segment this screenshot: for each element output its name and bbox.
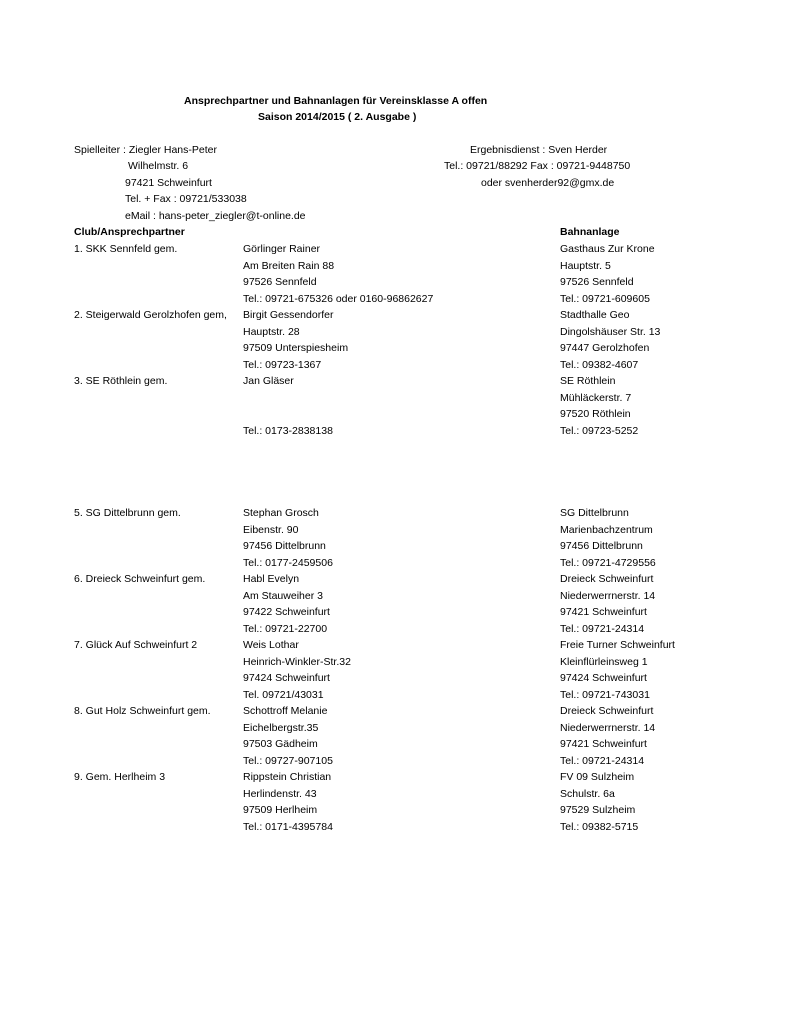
venue-line: Tel.: 09721-743031 xyxy=(560,688,650,701)
contact-line: Eichelbergstr.35 xyxy=(243,721,319,734)
contact-line: Schottroff Melanie xyxy=(243,705,328,717)
contact-line: Habl Evelyn xyxy=(243,573,300,585)
venue-line: 97421 Schweinfurt xyxy=(560,738,647,750)
spielleiter-city: 97421 Schweinfurt xyxy=(125,177,212,189)
contact-line: Hauptstr. 28 xyxy=(243,325,300,338)
club-name: 9. Gem. Herlheim 3 xyxy=(74,771,166,783)
spielleiter-street: Wilhelmstr. 6 xyxy=(128,160,189,172)
contact-line: Stephan Grosch xyxy=(243,507,319,519)
spielleiter-phone: Tel. + Fax : 09721/533038 xyxy=(125,193,247,205)
venue-line: Marienbachzentrum xyxy=(560,523,653,536)
venue-line: Tel.: 09721-4729556 xyxy=(560,556,656,569)
contact-line: Rippstein Christian xyxy=(243,771,332,783)
contact-line: Birgit Gessendorfer xyxy=(243,309,334,321)
club-name: 2. Steigerwald Gerolzhofen gem, xyxy=(74,309,227,321)
contact-line: Tel.: 0177-2459506 xyxy=(243,556,333,569)
ergebnisdienst-name: Ergebnisdienst : Sven Herder xyxy=(470,144,608,156)
contact-line: 97503 Gädheim xyxy=(243,738,318,750)
contact-line: Tel.: 09721-675326 oder 0160-96862627 xyxy=(243,292,434,305)
venue-line: Schulstr. 6a xyxy=(560,787,615,800)
venue-line: Freie Turner Schweinfurt xyxy=(560,639,675,651)
club-name: 5. SG Dittelbrunn gem. xyxy=(74,507,181,519)
club-name: 6. Dreieck Schweinfurt gem. xyxy=(74,573,206,585)
contact-line: Am Breiten Rain 88 xyxy=(243,259,335,272)
venue-line: Gasthaus Zur Krone xyxy=(560,243,655,255)
contact-line: 97526 Sennfeld xyxy=(243,276,317,288)
contact-line: 97509 Herlheim xyxy=(243,804,318,816)
venue-line: Dreieck Schweinfurt xyxy=(560,573,654,585)
contact-line: 97424 Schweinfurt xyxy=(243,672,330,684)
venue-line: SE Röthlein xyxy=(560,375,616,387)
venue-line: Dingolshäuser Str. 13 xyxy=(560,325,661,338)
contact-line: Weis Lothar xyxy=(243,639,299,651)
column-header-club: Club/Ansprechpartner xyxy=(74,226,185,238)
venue-line: Hauptstr. 5 xyxy=(560,259,611,272)
spielleiter-email: eMail : hans-peter_ziegler@t-online.de xyxy=(125,210,306,222)
club-name: 3. SE Röthlein gem. xyxy=(74,375,168,387)
contact-line: Jan Gläser xyxy=(243,375,294,387)
venue-line: Niederwerrnerstr. 14 xyxy=(560,721,656,734)
contact-line: 97509 Unterspiesheim xyxy=(243,342,349,354)
page-subtitle: Saison 2014/2015 ( 2. Ausgabe ) xyxy=(258,111,417,123)
contact-line: Herlindenstr. 43 xyxy=(243,787,317,800)
venue-line: Niederwerrnerstr. 14 xyxy=(560,589,656,602)
venue-line: Tel.: 09721-609605 xyxy=(560,292,650,305)
club-name: 8. Gut Holz Schweinfurt gem. xyxy=(74,705,211,717)
venue-line: Dreieck Schweinfurt xyxy=(560,705,654,717)
venue-line: Tel.: 09382-5715 xyxy=(560,820,639,833)
venue-line: SG Dittelbrunn xyxy=(560,507,629,519)
contact-line: 97456 Dittelbrunn xyxy=(243,540,326,552)
venue-line: 97529 Sulzheim xyxy=(560,804,636,816)
contact-line: Heinrich-Winkler-Str.32 xyxy=(243,655,351,668)
venue-line: FV 09 Sulzheim xyxy=(560,771,635,783)
spielleiter-name: Spielleiter : Ziegler Hans-Peter xyxy=(74,144,217,156)
venue-line: Tel.: 09382-4607 xyxy=(560,358,639,371)
venue-line: Tel.: 09723-5252 xyxy=(560,424,639,437)
contact-line: Görlinger Rainer xyxy=(243,243,321,255)
contact-line: Tel.: 09723-1367 xyxy=(243,358,322,371)
club-name: 1. SKK Sennfeld gem. xyxy=(74,243,178,255)
venue-line: 97421 Schweinfurt xyxy=(560,606,647,618)
venue-line: Tel.: 09721-24314 xyxy=(560,622,645,635)
contact-line: Tel.: 09721-22700 xyxy=(243,622,328,635)
venue-line: Mühläckerstr. 7 xyxy=(560,391,632,404)
venue-line: 97520 Röthlein xyxy=(560,408,631,420)
venue-line: Stadthalle Geo xyxy=(560,309,630,321)
contact-line: Tel.: 0173-2838138 xyxy=(243,424,333,437)
contact-line: Eibenstr. 90 xyxy=(243,523,299,536)
page-title: Ansprechpartner und Bahnanlagen für Vereinsklasse A offen xyxy=(184,95,488,107)
contact-line: Tel. 09721/43031 xyxy=(243,688,324,701)
venue-line: Tel.: 09721-24314 xyxy=(560,754,645,767)
contact-line: Am Stauweiher 3 xyxy=(243,589,323,602)
venue-line: 97447 Gerolzhofen xyxy=(560,342,650,354)
contact-line: 97422 Schweinfurt xyxy=(243,606,330,618)
venue-line: Kleinflürleinsweg 1 xyxy=(560,655,648,668)
venue-line: 97424 Schweinfurt xyxy=(560,672,647,684)
club-name: 7. Glück Auf Schweinfurt 2 xyxy=(74,639,198,651)
ergebnisdienst-email: oder svenherder92@gmx.de xyxy=(481,177,615,189)
ergebnisdienst-phone: Tel.: 09721/88292 Fax : 09721-9448750 xyxy=(444,160,631,172)
contact-line: Tel.: 09727-907105 xyxy=(243,754,333,767)
contact-line: Tel.: 0171-4395784 xyxy=(243,820,333,833)
venue-line: 97526 Sennfeld xyxy=(560,276,634,288)
column-header-venue: Bahnanlage xyxy=(560,226,620,238)
venue-line: 97456 Dittelbrunn xyxy=(560,540,643,552)
